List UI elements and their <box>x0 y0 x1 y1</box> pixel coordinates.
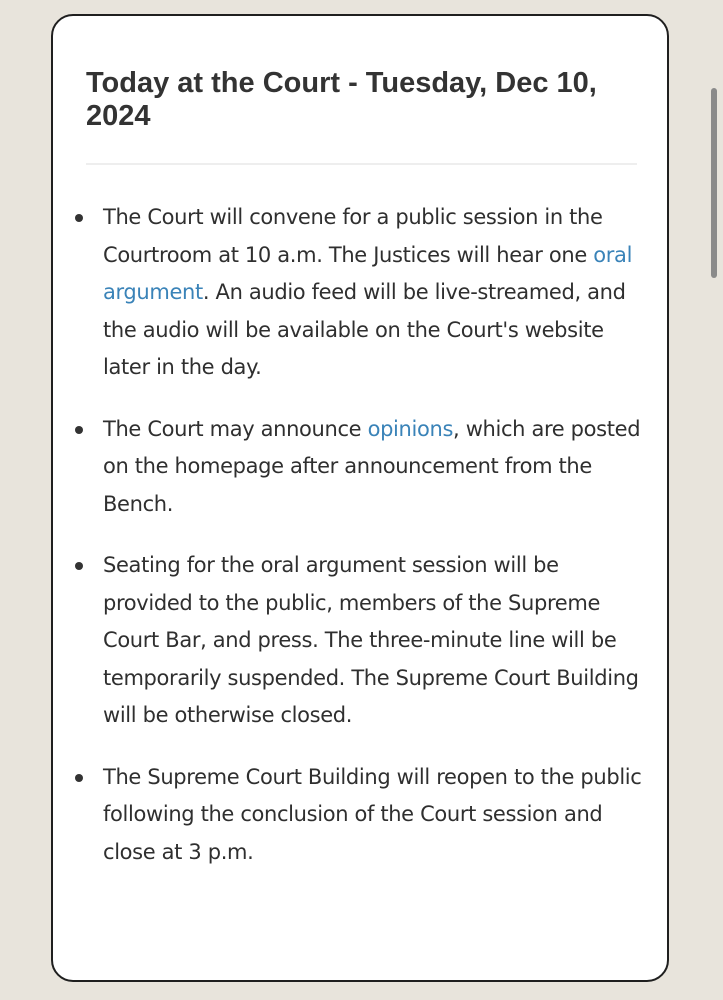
item-text: , which are posted on the homepage after announcement from the Bench. <box>103 416 641 516</box>
list-item <box>53 411 653 524</box>
bullet-dot-icon <box>75 562 83 570</box>
announcement-list <box>53 199 653 895</box>
list-item <box>53 759 653 872</box>
bullet-dot-icon <box>75 214 83 222</box>
scrollbar-thumb[interactable] <box>711 88 717 278</box>
list-item <box>53 199 653 387</box>
oral-argument-link[interactable]: oral argument <box>103 242 633 304</box>
item-text: The Court will convene for a public session in the Courtroom at 10 a.m. The Justices will hear one <box>103 205 603 267</box>
list-item <box>53 547 653 735</box>
opinions-link[interactable]: opinions <box>367 416 454 441</box>
item-text: The Supreme Court Building will reopen to the public following the conclusion of the Court session and close at 3 p.m. <box>103 764 642 864</box>
item-text: Seating for the oral argument session will be provided to the public, members of the Supreme Court Bar, and press. The three-minute line will be temporarily suspended. The Supreme Court Building will be otherwise closed. <box>103 553 639 727</box>
bullet-dot-icon <box>75 774 83 782</box>
today-at-court-card <box>51 14 669 982</box>
bullet-dot-icon <box>75 426 83 434</box>
card-title: Today at the Court - Tuesday, Dec 10, 2024 <box>86 67 597 132</box>
item-text: . An audio feed will be live-streamed, and the audio will be available on the Court's website later in the day. <box>103 280 626 379</box>
item-text: The Court may announce <box>103 416 368 441</box>
title-divider <box>86 163 637 165</box>
